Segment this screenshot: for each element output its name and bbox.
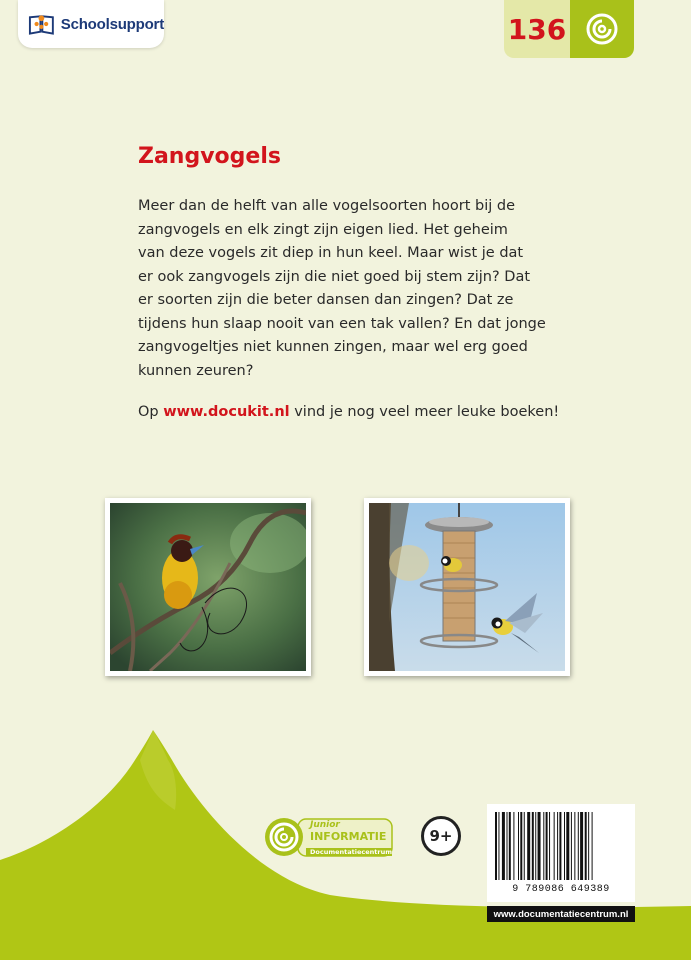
barcode-bar [592,812,593,880]
barcode-bar [559,812,561,880]
barcode-bar [578,812,579,880]
description-line: kunnen zeuren? [138,362,254,379]
barcode-bar [520,812,522,880]
barcode-bars [495,812,627,880]
brand-name: Schoolsupport [60,15,164,33]
series-number: 136 [504,0,570,58]
bird-of-paradise-photo [105,498,311,676]
description-line: van deze vogels zit diep in hun keel. Maar wist je dat [138,245,524,261]
logo-line-2: INFORMATIE [310,830,387,843]
barcode-bar [554,812,555,880]
description-line: tijdens hun slaap nooit van een tak vallen? En dat jonge [138,315,546,332]
barcode-bar [507,812,508,880]
description-line: Meer dan de helft van alle vogelsoorten hoort bij de [138,198,516,214]
barcode-bar [543,812,544,880]
barcode-bar [585,812,587,880]
schoolsupport-badge[interactable] [18,0,164,48]
promo-after: vind je nog veel meer leuke boeken! [289,404,560,420]
description-line: er soorten zijn die beter dansen dan zingen? Dat ze [138,292,514,308]
barcode-bar [546,812,548,880]
barcode-bar [498,812,499,880]
book-title: Zangvogels [138,144,281,169]
barcode-bar [538,812,541,880]
spiral-icon [570,0,634,58]
barcode-bar [518,812,519,880]
barcode-bar [513,812,514,880]
barcode-bar [580,812,583,880]
logo-line-3: Documentatiecentrum [310,848,392,856]
barcode-bar [502,812,505,880]
schoolsupport-logo-icon [28,10,55,38]
description-line: er ook zangvogels zijn die niet goed bij stem zijn? Dat [138,268,531,285]
barcode-bar [495,812,497,880]
barcode-bar [509,812,511,880]
series-number-tab [504,0,634,58]
barcode-bar [571,812,572,880]
barcode-bar [524,812,525,880]
description-text [138,195,558,383]
barcode-bar [532,812,534,880]
junior-informatie-logo [262,815,394,860]
barcode-bar [566,812,569,880]
barcode-bar [549,812,550,880]
barcode-bar [588,812,589,880]
isbn-number: 9 789086 649389 [512,884,610,895]
isbn-barcode [487,804,635,902]
docukit-link[interactable]: www.docukit.nl [163,404,290,420]
birds-at-feeder-photo [364,498,570,676]
logo-line-1: Junior [310,820,340,830]
barcode-bar [557,812,558,880]
barcode-bar [564,812,565,880]
barcode-bar [574,812,575,880]
description-line: zangvogels en elk zingt zijn eigen lied. Het geheim [138,221,508,238]
barcode-bar [527,812,530,880]
website-url[interactable]: www.documentatiecentrum.nl [487,906,635,922]
promo-before: Op [138,404,164,420]
age-badge: 9+ [421,816,461,856]
barcode-bar [535,812,536,880]
promo-text [138,404,559,420]
description-line: zangvogeltjes niet kunnen zingen, maar wel erg goed [138,339,528,355]
